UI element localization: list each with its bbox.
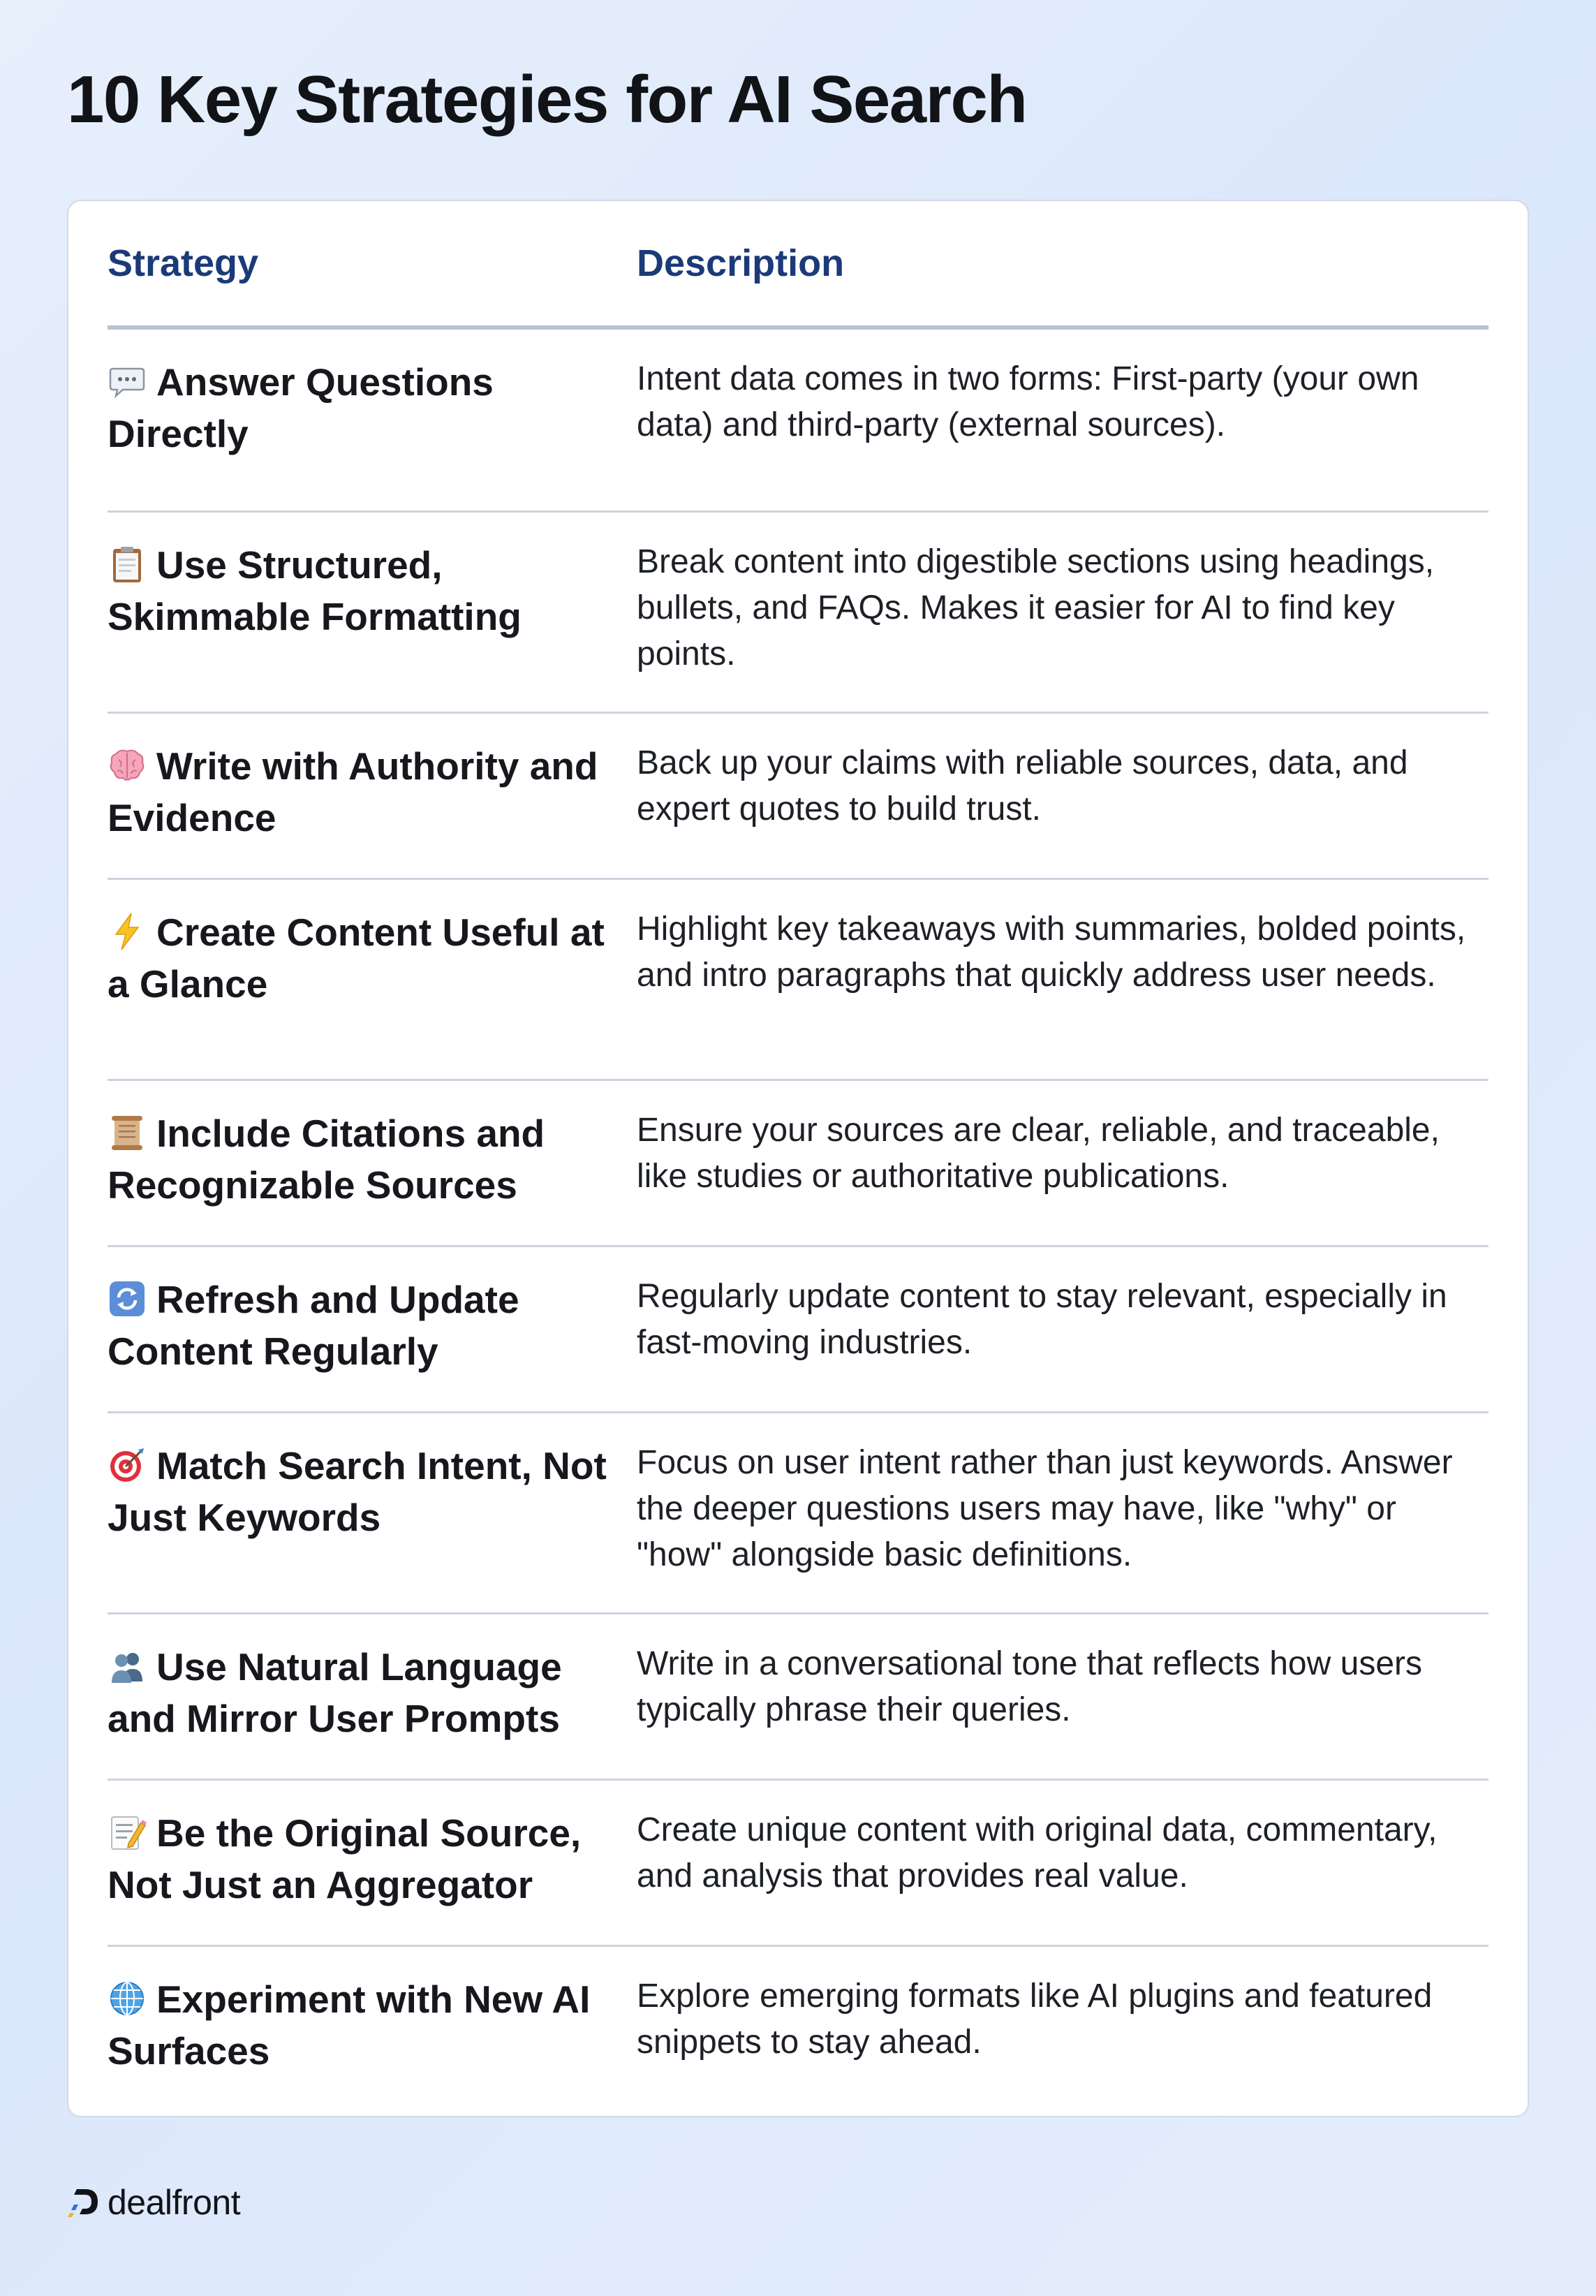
strategy-name: Write with Authority and Evidence bbox=[108, 744, 598, 839]
strategy-name: Include Citations and Recognizable Sources bbox=[108, 1112, 545, 1207]
strategy-description: Break content into digestible sections using headings, bullets, and FAQs. Makes it easier for AI to find key points. bbox=[637, 543, 1435, 672]
description-column-header: Description bbox=[637, 242, 845, 284]
strategy-description: Focus on user intent rather than just keywords. Answer the deeper questions users may have, like "why" or "how" alongside basic definitions. bbox=[637, 1444, 1453, 1573]
scroll-icon bbox=[108, 1113, 147, 1152]
strategy-name: Use Natural Language and Mirror User Prompts bbox=[108, 1645, 562, 1740]
table-row bbox=[108, 1081, 1488, 1247]
table-row bbox=[108, 714, 1488, 880]
table-row bbox=[108, 1947, 1488, 2112]
globe-icon bbox=[108, 1979, 147, 2018]
page-title: 10 Key Strategies for AI Search bbox=[67, 62, 1027, 137]
table-row bbox=[108, 1413, 1488, 1614]
people-icon bbox=[108, 1647, 147, 1686]
refresh-icon bbox=[108, 1279, 147, 1318]
table-row bbox=[108, 1247, 1488, 1413]
strategy-description: Write in a conversational tone that reflects how users typically phrase their queries. bbox=[637, 1645, 1422, 1728]
strategy-description: Ensure your sources are clear, reliable, and traceable, like studies or authoritative publications. bbox=[637, 1112, 1440, 1195]
strategy-name: Be the Original Source, Not Just an Aggregator bbox=[108, 1811, 582, 1906]
clipboard-icon bbox=[108, 545, 147, 584]
strategy-description: Regularly update content to stay relevant, especially in fast-moving industries. bbox=[637, 1278, 1447, 1361]
strategy-name: Experiment with New AI Surfaces bbox=[108, 1978, 591, 2073]
strategies-table bbox=[67, 200, 1529, 2117]
table-row bbox=[108, 513, 1488, 714]
strategy-description: Create unique content with original data, commentary, and analysis that provides real value. bbox=[637, 1811, 1438, 1894]
strategy-name: Answer Questions Directly bbox=[108, 360, 494, 455]
target-icon bbox=[108, 1445, 147, 1485]
table-row bbox=[108, 330, 1488, 513]
strategy-name: Refresh and Update Content Regularly bbox=[108, 1278, 519, 1373]
strategy-description: Highlight key takeaways with summaries, bolded points, and intro paragraphs that quickly address user needs. bbox=[637, 911, 1466, 994]
brain-icon bbox=[108, 746, 147, 785]
speech-bubble-icon bbox=[108, 362, 147, 401]
table-header-row bbox=[108, 201, 1488, 330]
memo-icon bbox=[108, 1813, 147, 1852]
table-row bbox=[108, 1614, 1488, 1781]
lightning-icon bbox=[108, 912, 147, 951]
dealfront-logo bbox=[67, 2182, 240, 2223]
strategy-description: Back up your claims with reliable sources, data, and expert quotes to build trust. bbox=[637, 744, 1408, 827]
strategy-name: Create Content Useful at a Glance bbox=[108, 911, 605, 1006]
strategy-description: Intent data comes in two forms: First-party (your own data) and third-party (external sources). bbox=[637, 360, 1419, 443]
strategy-name: Match Search Intent, Not Just Keywords bbox=[108, 1444, 607, 1539]
dealfront-logo-icon bbox=[67, 2186, 102, 2218]
strategy-column-header: Strategy bbox=[108, 242, 259, 284]
strategy-name: Use Structured, Skimmable Formatting bbox=[108, 543, 522, 638]
strategy-description: Explore emerging formats like AI plugins and featured snippets to stay ahead. bbox=[637, 1978, 1433, 2061]
logo-text: dealfront bbox=[108, 2183, 241, 2222]
table-row bbox=[108, 880, 1488, 1081]
table-row bbox=[108, 1781, 1488, 1947]
